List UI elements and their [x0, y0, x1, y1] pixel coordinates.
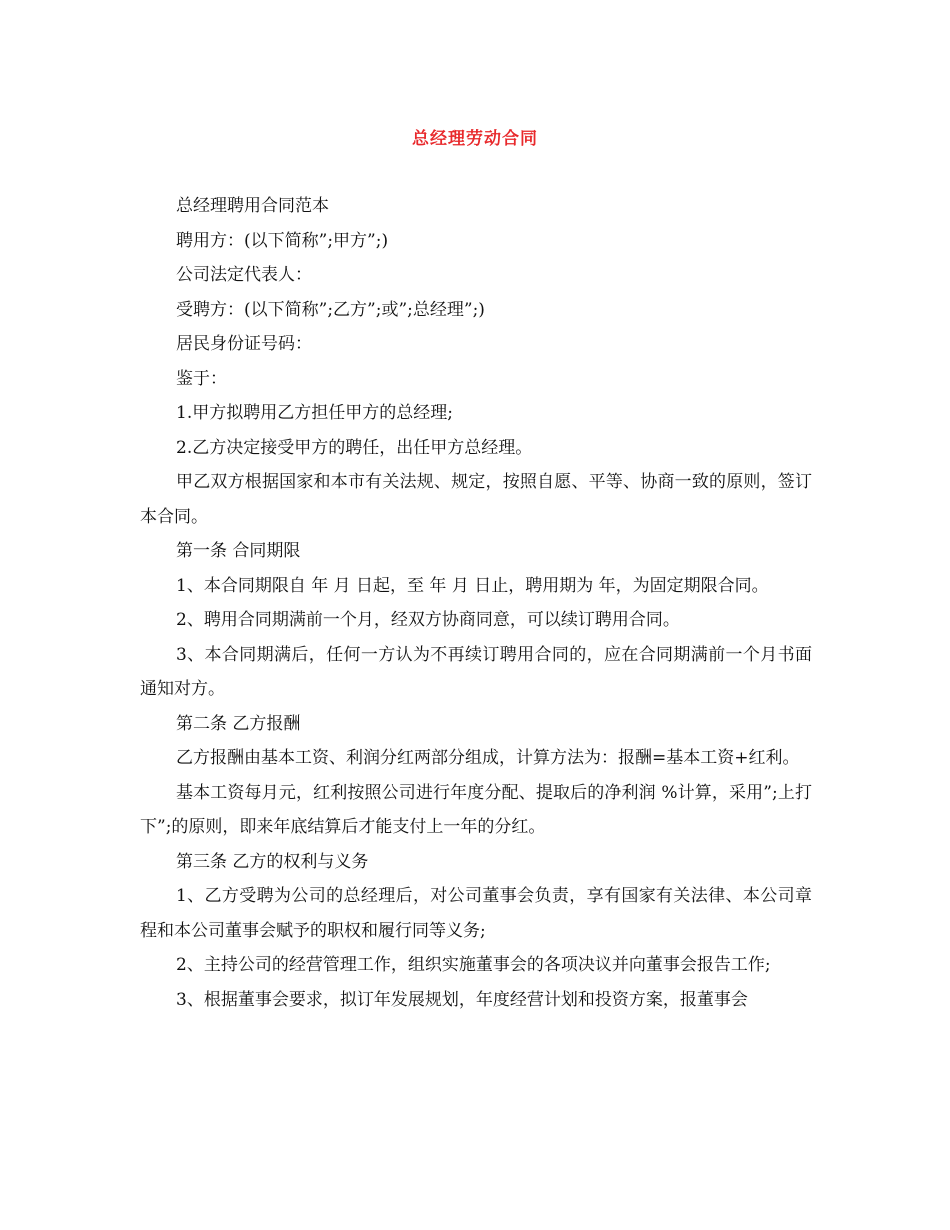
paragraph: 1.甲方拟聘用乙方担任甲方的总经理; [176, 403, 453, 423]
paragraph: 1、乙方受聘为公司的总经理后，对公司董事会负责，享有国家有关法律、本公司章程和本公司董事会赋予的职权和履行同等义务; [140, 886, 812, 941]
section-heading: 第二条 乙方报酬 [176, 713, 301, 734]
paragraph: 1、本合同期限自 年 月 日起，至 年 月 日止，聘用期为 年，为固定期限合同。 [176, 575, 769, 596]
paragraph: 居民身份证号码： [176, 334, 312, 354]
paragraph: 3、根据董事会要求，拟订年发展规划，年度经营计划和投资方案，报董事会 [176, 989, 748, 1010]
paragraph: 聘用方：(以下简称”;甲方”;) [176, 230, 389, 251]
paragraph: 受聘方：(以下简称”;乙方”;或”;总经理”;) [176, 299, 485, 320]
paragraph: 甲乙双方根据国家和本市有关法规、规定，按照自愿、平等、协商一致的原则，签订本合同。 [140, 472, 812, 527]
section-heading: 第一条 合同期限 [176, 541, 301, 561]
paragraph: 2、主持公司的经营管理工作，组织实施董事会的各项决议并向董事会报告工作; [176, 955, 771, 975]
paragraph: 乙方报酬由基本工资、利润分红两部分组成，计算方法为：报酬=基本工资+红利。 [176, 748, 800, 768]
document-title: 总经理劳动合同 [412, 129, 538, 149]
paragraph: 2.乙方决定接受甲方的聘任，出任甲方总经理。 [176, 437, 533, 458]
paragraph: 鉴于： [176, 368, 227, 389]
paragraph: 公司法定代表人： [176, 265, 312, 285]
paragraph: 基本工资每月元，红利按照公司进行年度分配、提取后的净利润 %计算，采用”;上打下”;的原则，即来年底结算后才能支付上一年的分红。 [140, 782, 812, 837]
document-body [140, 189, 812, 1017]
paragraph: 2、聘用合同期满前一个月，经双方协商同意，可以续订聘用合同。 [176, 610, 680, 630]
paragraph: 3、本合同期满后，任何一方认为不再续订聘用合同的，应在合同期满前一个月书面通知对方。 [140, 644, 812, 699]
paragraph: 总经理聘用合同范本 [176, 196, 329, 216]
section-heading: 第三条 乙方的权利与义务 [176, 851, 369, 872]
